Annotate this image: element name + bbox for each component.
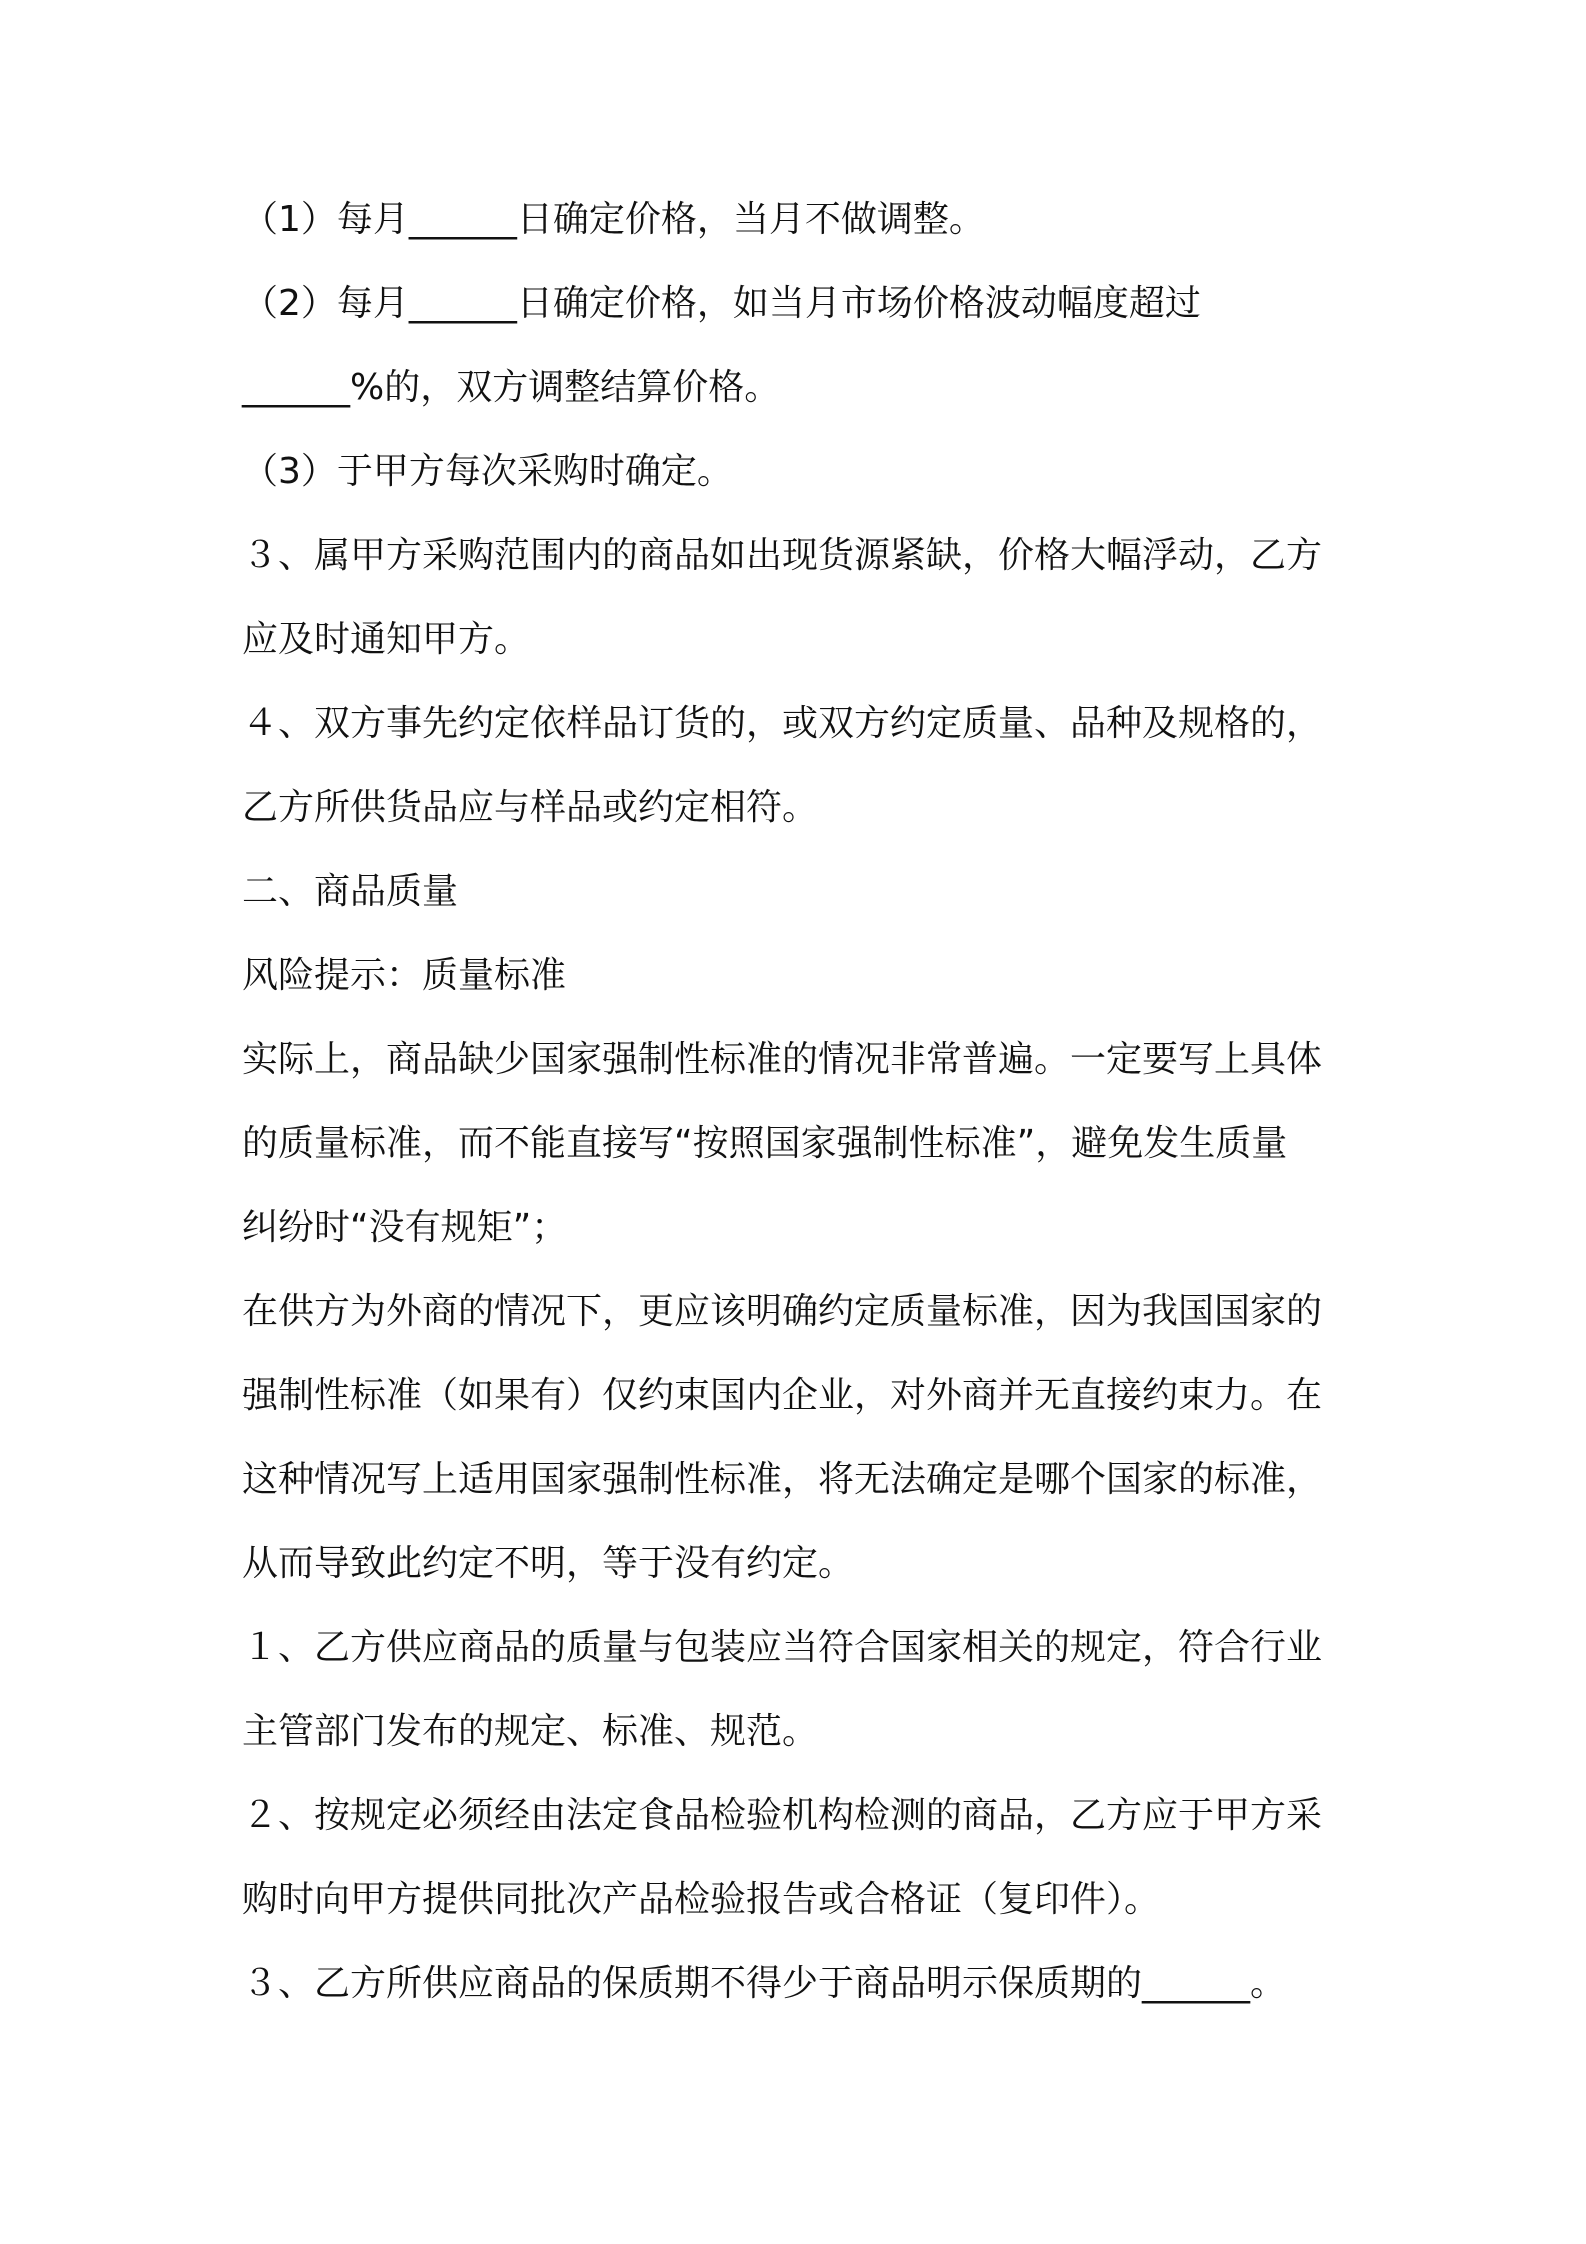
text-line: 应及时通知甲方。: [242, 619, 531, 660]
text-line: 强制性标准（如果有）仅约束国内企业，对外商并无直接约束力。在: [242, 1375, 1323, 1416]
text-line: 在供方为外商的情况下，更应该明确约定质量标准，因为我国国家的: [242, 1291, 1323, 1332]
text-line: ______%的，双方调整结算价格。: [242, 367, 781, 408]
text-line: ３、乙方所供应商品的保质期不得少于商品明示保质期的______。: [242, 1963, 1287, 2004]
text-line: ３、属甲方采购范围内的商品如出现货源紧缺，价格大幅浮动，乙方: [242, 535, 1323, 576]
text-line: 的质量标准，而不能直接写“按照国家强制性标准”，避免发生质量: [242, 1123, 1288, 1164]
text-line: （3）于甲方每次采购时确定。: [242, 451, 733, 492]
text-line: ４、双方事先约定依样品订货的，或双方约定质量、品种及规格的，: [242, 703, 1323, 744]
text-line: （1）每月______日确定价格，当月不做调整。: [242, 199, 985, 240]
risk-tip-heading: 风险提示：质量标准: [242, 955, 567, 996]
text-line: 乙方所供货品应与样品或约定相符。: [242, 787, 819, 828]
document-body: [242, 196, 1362, 2043]
text-line: 购时向甲方提供同批次产品检验报告或合格证（复印件）。: [242, 1879, 1161, 1920]
section-heading: 二、商品质量: [242, 871, 459, 912]
text-line: 实际上，商品缺少国家强制性标准的情况非常普遍。一定要写上具体: [242, 1039, 1323, 1080]
text-line: 这种情况写上适用国家强制性标准，将无法确定是哪个国家的标准，: [242, 1459, 1323, 1500]
text-line: 主管部门发布的规定、标准、规范。: [242, 1711, 819, 1752]
text-line: （2）每月______日确定价格，如当月市场价格波动幅度超过: [242, 283, 1201, 324]
text-line: ２、按规定必须经由法定食品检验机构检测的商品，乙方应于甲方采: [242, 1795, 1323, 1836]
text-line: 从而导致此约定不明，等于没有约定。: [242, 1543, 855, 1584]
text-line: 纠纷时“没有规矩”；: [242, 1207, 568, 1248]
text-line: １、乙方供应商品的质量与包装应当符合国家相关的规定，符合行业: [242, 1627, 1323, 1668]
